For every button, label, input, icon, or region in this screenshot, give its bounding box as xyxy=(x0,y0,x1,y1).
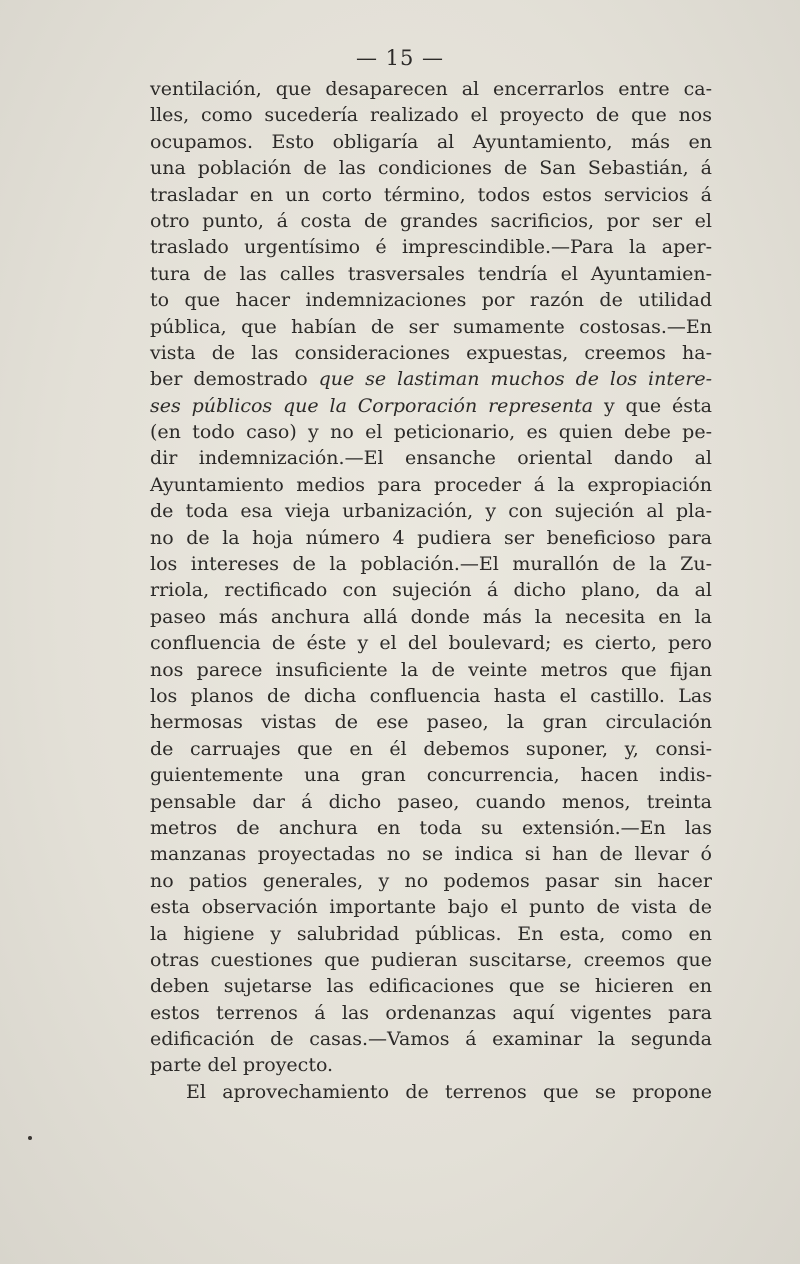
italic-phrase: ses públicos que la Corporación representa xyxy=(150,394,594,417)
text-line: otras cuestiones que pudieran suscitarse, creemos que xyxy=(150,948,712,971)
text-line: manzanas proyectadas no se indica si han de llevar ó xyxy=(150,843,712,866)
text-line: lles, como sucedería realizado el proyecto de que nos xyxy=(150,104,712,127)
text-line: dir indemnización.—El ensanche oriental dando al xyxy=(150,447,712,470)
text-line: (en todo caso) y no el peticionario, es quien debe pe- xyxy=(150,421,712,444)
text-line: no patios generales, y no podemos pasar sin hacer xyxy=(150,869,712,892)
text-line: tura de las calles trasversales tendría el Ayuntamien- xyxy=(150,262,712,285)
text-line: Ayuntamiento medios para proceder á la expropiación xyxy=(150,473,712,496)
text-line: to que hacer indemnizaciones por razón de utilidad xyxy=(150,289,712,312)
text-line: pensable dar á dicho paseo, cuando menos, treinta xyxy=(150,790,712,813)
ink-spot xyxy=(28,1136,32,1140)
text-line: vista de las consideraciones expuestas, creemos ha- xyxy=(150,341,712,364)
text-line: otro punto, á costa de grandes sacrificios, por ser el xyxy=(150,209,712,232)
text-line: la higiene y salubridad públicas. En esta, como en xyxy=(150,922,712,945)
text-segment: ber demostrado xyxy=(150,368,319,391)
text-line: no de la hoja número 4 pudiera ser beneficioso para xyxy=(150,526,712,549)
text-line: los intereses de la población.—El murallón de la Zu- xyxy=(150,553,712,576)
body-text xyxy=(150,76,712,1105)
text-line: paseo más anchura allá donde más la necesita en la xyxy=(150,605,712,628)
text-line: traslado urgentísimo é imprescindible.—Para la aper- xyxy=(150,236,712,259)
text-segment: y que ésta xyxy=(593,394,712,417)
text-line: hermosas vistas de ese paseo, la gran circulación xyxy=(150,711,712,734)
text-line: de carruajes que en él debemos suponer, y, consi- xyxy=(150,737,712,760)
text-line: esta observación importante bajo el punto de vista de xyxy=(150,896,712,919)
text-line: confluencia de éste y el del boulevard; es cierto, pero xyxy=(150,632,712,655)
text-line: estos terrenos á las ordenanzas aquí vigentes para xyxy=(150,1001,712,1024)
page-number: — 15 — xyxy=(355,46,445,70)
text-line: ventilación, que desaparecen al encerrarlos entre ca- xyxy=(150,78,712,100)
text-line: metros de anchura en toda su extensión.—En las xyxy=(150,816,712,839)
text-line: deben sujetarse las edificaciones que se hicieren en xyxy=(150,975,712,998)
text-line: parte del proyecto. xyxy=(150,1054,334,1077)
text-line: edificación de casas.—Vamos á examinar la segunda xyxy=(150,1028,712,1051)
text-line: una población de las condiciones de San Sebastián, á xyxy=(150,157,712,180)
text-line: nos parece insuficiente la de veinte metros que fijan xyxy=(150,658,712,681)
text-line: rriola, rectificado con sujeción á dicho plano, da al xyxy=(150,579,712,602)
text-line xyxy=(150,366,712,392)
text-line xyxy=(150,393,712,419)
text-line: El aprovechamiento de terrenos que se propone xyxy=(186,1080,712,1103)
text-line: de toda esa vieja urbanización, y con sujeción al pla- xyxy=(150,500,712,523)
italic-phrase: que se lastiman muchos de los intere- xyxy=(318,368,712,391)
text-line: pública, que habían de ser sumamente costosas.—En xyxy=(150,315,712,338)
text-line: trasladar en un corto término, todos estos servicios á xyxy=(150,183,712,206)
text-line: ocupamos. Esto obligaría al Ayuntamiento, más en xyxy=(150,130,712,153)
text-line: guientemente una gran concurrencia, hacen indis- xyxy=(150,764,712,787)
text-line: los planos de dicha confluencia hasta el castillo. Las xyxy=(150,684,712,707)
